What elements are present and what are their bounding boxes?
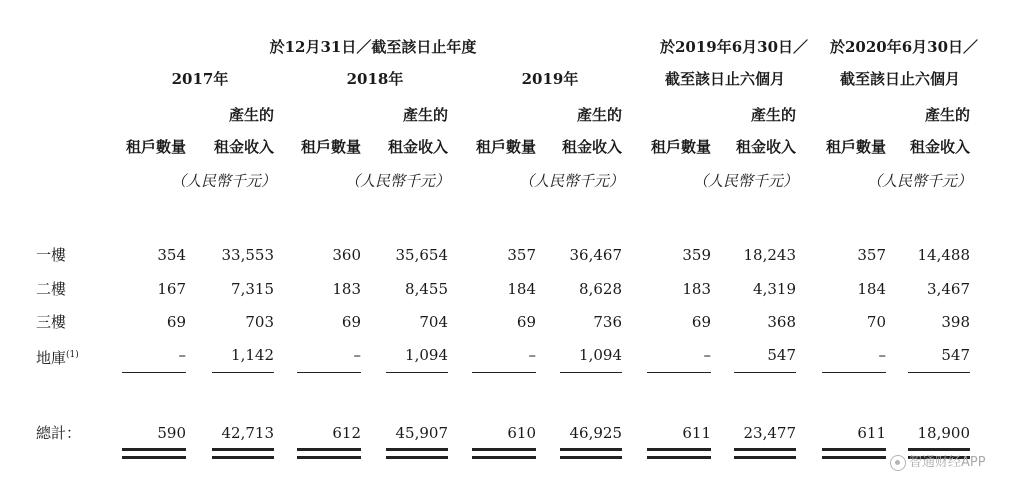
col-income-2019-line2: 租金收入 [561, 138, 622, 156]
row-label-text: 二樓 [36, 280, 67, 298]
table-cell: 183 [332, 280, 361, 298]
table-cell: 69 [341, 313, 361, 331]
table-cell: 184 [507, 280, 536, 298]
row-label-text: 一樓 [36, 246, 67, 264]
table-cell: 69 [166, 313, 186, 331]
table-cell: 33,553 [221, 246, 274, 264]
double-rule-line [560, 456, 622, 459]
col-income-2018-line2: 租金收入 [387, 138, 448, 156]
double-rule-line [647, 448, 711, 451]
table-cell: 69 [516, 313, 536, 331]
table-cell: 1,094 [579, 346, 622, 364]
subtotal-rule-2020h1-income [908, 372, 970, 373]
total-cell: 612 [332, 424, 361, 442]
double-rule-line [647, 456, 711, 459]
col-income-2020h1-line1: 產生的 [924, 106, 970, 124]
table-cell: 1,142 [231, 346, 274, 364]
table-cell: 368 [767, 313, 796, 331]
table-cell: 704 [419, 313, 448, 331]
table-cell: 547 [767, 346, 796, 364]
year-2017-header: 2017年 [171, 70, 229, 88]
table-cell: 357 [857, 246, 886, 264]
double-rule-line [212, 448, 274, 451]
total-cell: 23,477 [743, 424, 796, 442]
col-unit-2018: （人民幣千元） [344, 172, 450, 190]
table-cell: 184 [857, 280, 886, 298]
subtotal-rule-2019-tenants [472, 372, 536, 373]
col-income-2020h1-line2: 租金收入 [909, 138, 970, 156]
table-cell: 354 [157, 246, 186, 264]
col-tenants-2018: 租戶數量 [300, 138, 361, 156]
total-label: 總計： [36, 424, 82, 442]
year-2018-header: 2018年 [346, 70, 404, 88]
table-cell: 8,455 [405, 280, 448, 298]
table-cell: – [878, 346, 886, 364]
total-cell: 18,900 [917, 424, 970, 442]
total-cell: 611 [682, 424, 711, 442]
table-cell: 7,315 [231, 280, 274, 298]
table-cell: – [703, 346, 711, 364]
row-label [36, 280, 66, 298]
table-cell: 1,094 [405, 346, 448, 364]
total-cell: 46,925 [569, 424, 622, 442]
total-cell: 42,713 [221, 424, 274, 442]
double-rule-line [472, 448, 536, 451]
table-cell: 35,654 [395, 246, 448, 264]
col-unit-2019: （人民幣千元） [518, 172, 624, 190]
period-header-2020-h1-line1: 於2020年6月30日／ [830, 38, 979, 56]
footnote-marker: (1) [66, 350, 79, 360]
table-cell: 183 [682, 280, 711, 298]
table-cell: – [353, 346, 361, 364]
period-header-2019-h1-line2: 截至該日止六個月 [664, 70, 785, 88]
row-label-text: 地庫 [36, 349, 67, 367]
double-rule-line [472, 456, 536, 459]
col-income-2019h1-line1: 產生的 [750, 106, 796, 124]
double-rule-line [212, 456, 274, 459]
total-cell: 611 [857, 424, 886, 442]
row-label [36, 346, 79, 367]
double-rule-line [122, 456, 186, 459]
col-income-2017-line2: 租金收入 [213, 138, 274, 156]
table-cell: 360 [332, 246, 361, 264]
table-cell: 703 [245, 313, 274, 331]
subtotal-rule-2017-tenants [122, 372, 186, 373]
table-cell: 18,243 [743, 246, 796, 264]
subtotal-rule-2019h1-income [734, 372, 796, 373]
table-cell: 70 [866, 313, 886, 331]
table-cell: 357 [507, 246, 536, 264]
double-rule-line [297, 456, 361, 459]
row-label [36, 246, 66, 264]
period-header-2019-h1-line1: 於2019年6月30日／ [660, 38, 809, 56]
table-cell: 36,467 [569, 246, 622, 264]
col-unit-2019h1: （人民幣千元） [692, 172, 798, 190]
col-tenants-2019: 租戶數量 [475, 138, 536, 156]
period-header-2020-h1-line2: 截至該日止六個月 [839, 70, 960, 88]
row-label-text: 三樓 [36, 313, 67, 331]
double-rule-line [734, 448, 796, 451]
total-cell: 45,907 [395, 424, 448, 442]
double-rule-line [560, 448, 622, 451]
table-cell: 167 [157, 280, 186, 298]
table-cell: 8,628 [579, 280, 622, 298]
table-cell: – [528, 346, 536, 364]
col-unit-2020h1: （人民幣千元） [866, 172, 972, 190]
double-rule-line [734, 456, 796, 459]
table-cell: 359 [682, 246, 711, 264]
total-cell: 590 [157, 424, 186, 442]
table-cell: 69 [691, 313, 711, 331]
col-tenants-2017: 租戶數量 [125, 138, 186, 156]
watermark: 智通财经APP [890, 451, 986, 471]
col-unit-2017: （人民幣千元） [170, 172, 276, 190]
table-cell: 736 [593, 313, 622, 331]
col-income-2019-line1: 產生的 [576, 106, 622, 124]
col-income-2018-line1: 產生的 [402, 106, 448, 124]
col-income-2019h1-line2: 租金收入 [735, 138, 796, 156]
double-rule-line [386, 456, 448, 459]
table-cell: 547 [941, 346, 970, 364]
table-cell: 14,488 [917, 246, 970, 264]
col-income-2017-line1: 產生的 [228, 106, 274, 124]
double-rule-line [297, 448, 361, 451]
double-rule-line [822, 448, 886, 451]
double-rule-line [822, 456, 886, 459]
col-tenants-2020h1: 租戶數量 [825, 138, 886, 156]
table-cell: – [178, 346, 186, 364]
table-cell: 4,319 [753, 280, 796, 298]
total-cell: 610 [507, 424, 536, 442]
subtotal-rule-2019-income [560, 372, 622, 373]
subtotal-rule-2017-income [212, 372, 274, 373]
subtotal-rule-2018-income [386, 372, 448, 373]
watermark-logo-icon [890, 455, 906, 471]
double-rule-line [122, 448, 186, 451]
subtotal-rule-2019h1-tenants [647, 372, 711, 373]
col-tenants-2019h1: 租戶數量 [650, 138, 711, 156]
year-2019-header: 2019年 [521, 70, 579, 88]
table-cell: 3,467 [927, 280, 970, 298]
period-header-fiscal-years: 於12月31日／截至該日止年度 [269, 38, 477, 56]
row-label [36, 313, 66, 331]
subtotal-rule-2018-tenants [297, 372, 361, 373]
subtotal-rule-2020h1-tenants [822, 372, 886, 373]
table-cell: 398 [941, 313, 970, 331]
double-rule-line [386, 448, 448, 451]
